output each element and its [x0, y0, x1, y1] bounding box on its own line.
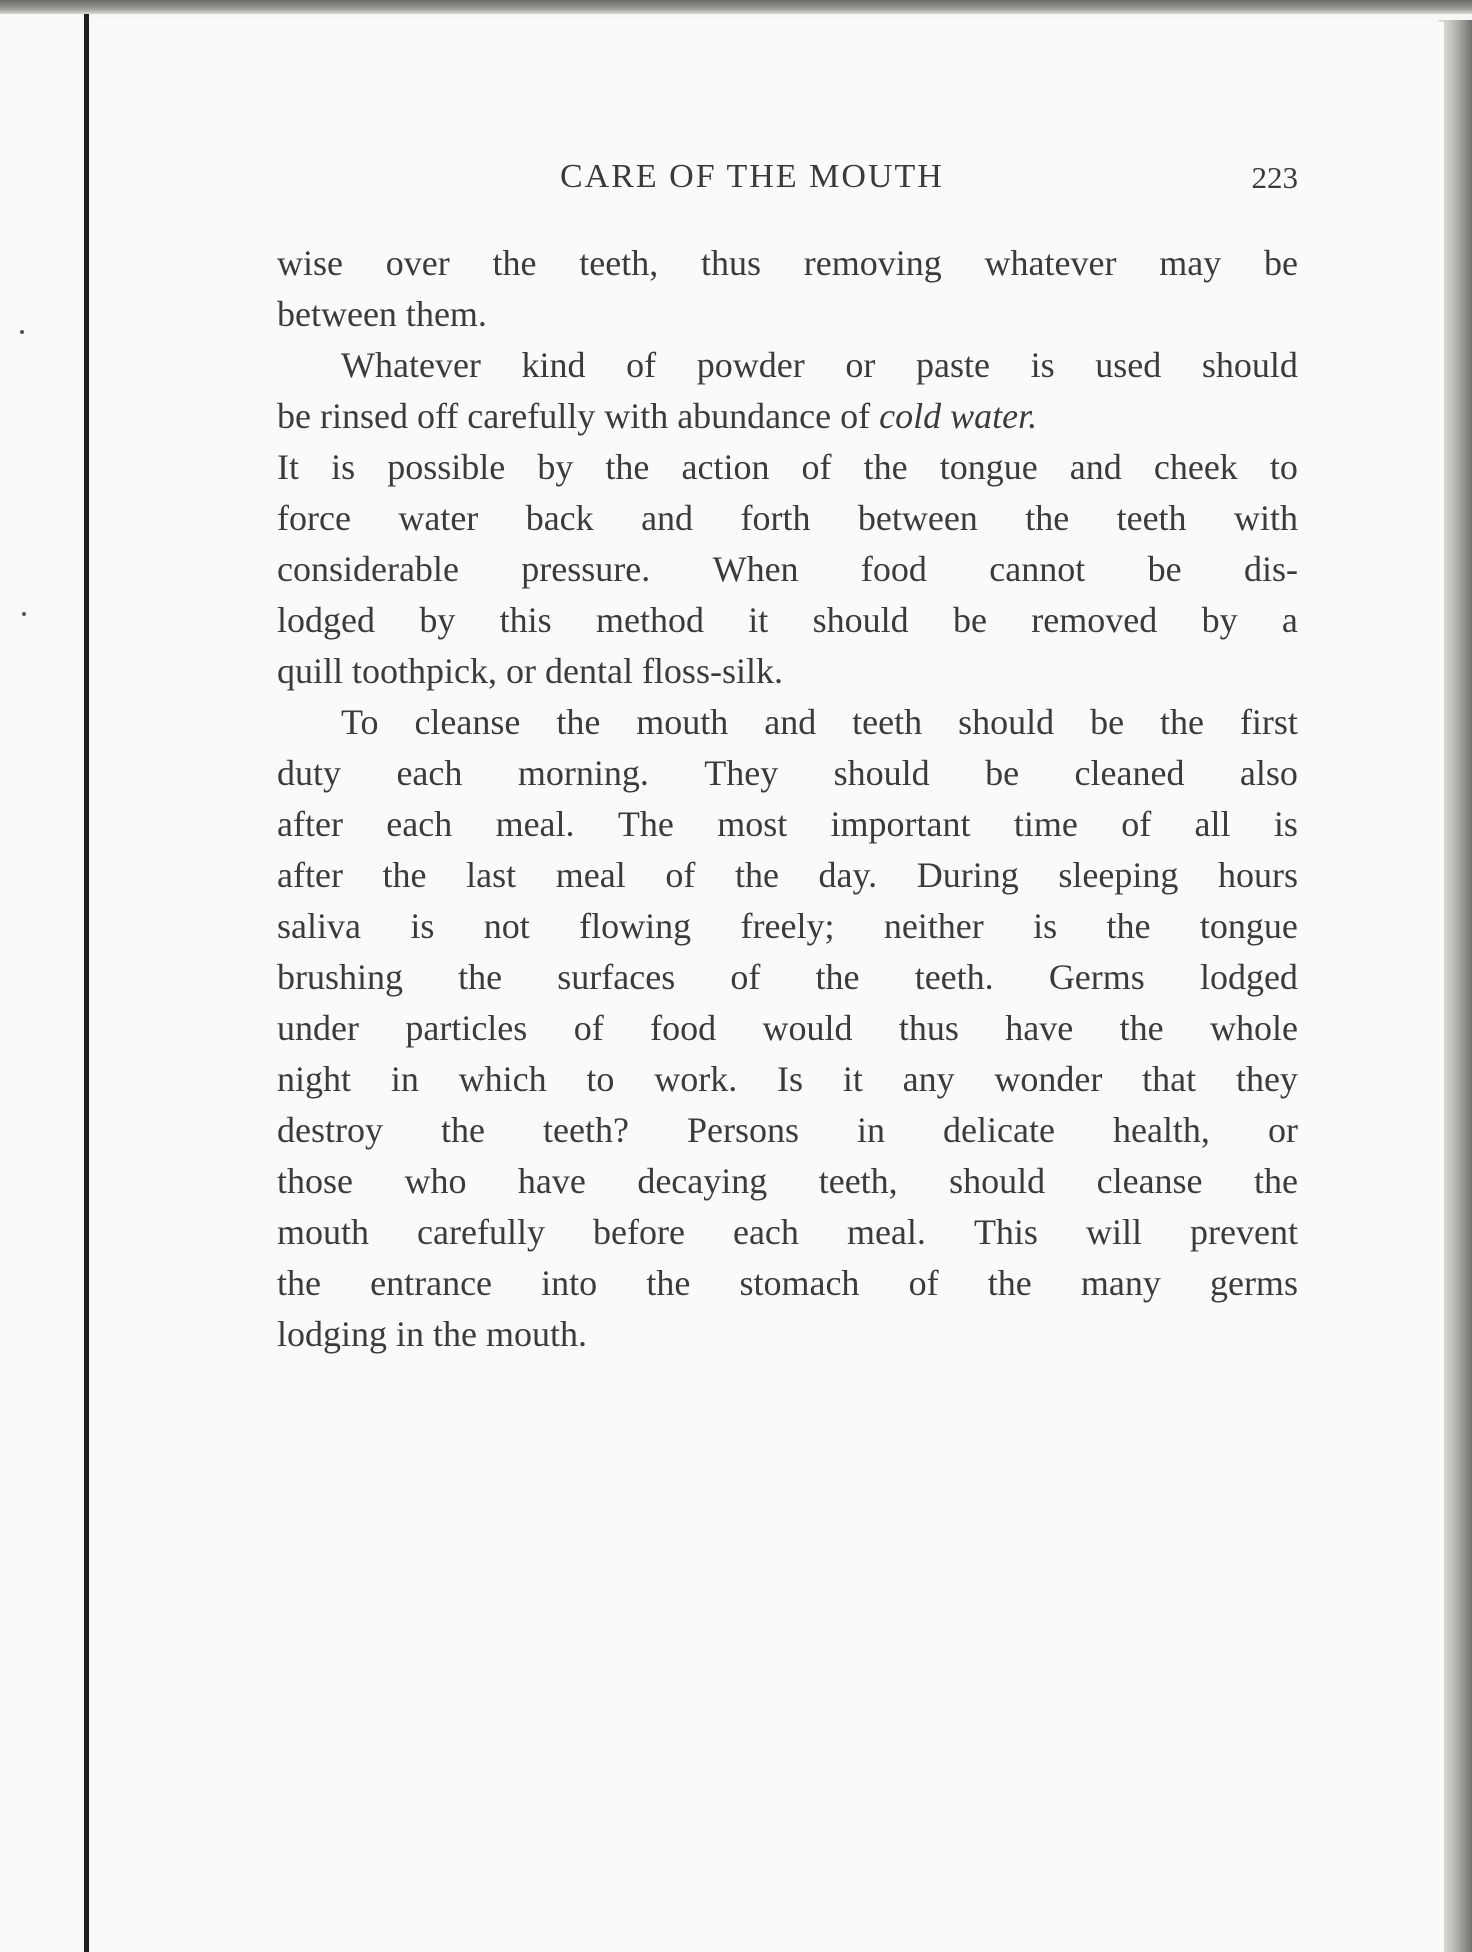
word: thus [898, 1008, 959, 1048]
word: any [902, 1059, 955, 1099]
word: possible [387, 447, 506, 487]
word: back [525, 498, 594, 538]
word: of [573, 1008, 604, 1048]
text-line: between them. [277, 294, 487, 334]
word: have [1005, 1008, 1074, 1048]
word: Persons [686, 1110, 799, 1150]
word: by [537, 447, 574, 487]
text-line [277, 391, 1298, 442]
word: hours [1217, 855, 1298, 895]
word: action [681, 447, 770, 487]
word: method [595, 600, 704, 640]
word: brushing [277, 957, 403, 997]
word: prevent [1190, 1212, 1298, 1252]
text-line [277, 1054, 1298, 1105]
word: teeth? [543, 1110, 629, 1150]
page-number: 223 [1251, 160, 1298, 195]
word: freely; [740, 906, 835, 946]
word: germs [1209, 1263, 1298, 1303]
word: of [626, 345, 657, 385]
word: should [949, 1161, 1046, 1201]
word: forth [740, 498, 811, 538]
word: meal. [495, 804, 575, 844]
left-speck [22, 612, 26, 616]
word: cleanse [1096, 1161, 1203, 1201]
word: cleaned [1074, 753, 1185, 793]
word: most [717, 804, 788, 844]
text-line [277, 442, 1298, 493]
text-line [277, 1156, 1298, 1207]
word: the [1160, 702, 1204, 742]
word: the [458, 957, 503, 997]
word: night [277, 1059, 352, 1099]
word: of [801, 447, 832, 487]
word: is [1033, 906, 1058, 946]
word: duty [277, 753, 342, 793]
text-line [277, 1258, 1298, 1309]
word: saliva [277, 906, 361, 946]
word: force [277, 498, 351, 538]
word: many [1080, 1263, 1161, 1303]
text-line: lodging in the mouth. [277, 1314, 587, 1354]
word: of [665, 855, 696, 895]
word: between [857, 498, 978, 538]
word: the [987, 1263, 1032, 1303]
word: would [762, 1008, 853, 1048]
word: Germs [1048, 957, 1145, 997]
paragraph-start-line [277, 697, 1298, 748]
word: the [492, 243, 537, 283]
word: into [541, 1263, 598, 1303]
word: This [973, 1212, 1038, 1252]
word: to [1269, 447, 1298, 487]
text-line [277, 544, 1298, 595]
word: who [404, 1161, 467, 1201]
word: with [1233, 498, 1298, 538]
word: time [1013, 804, 1078, 844]
word: that [1142, 1059, 1197, 1099]
word: used [1095, 345, 1162, 385]
word: thus [700, 243, 761, 283]
paragraph-start-line [277, 340, 1298, 391]
body-text [277, 238, 1298, 1360]
word: teeth. [914, 957, 994, 997]
word: work. [654, 1059, 738, 1099]
word: food [860, 549, 927, 589]
word: be [952, 600, 987, 640]
word: wonder [994, 1059, 1103, 1099]
word: whole [1210, 1008, 1298, 1048]
word: not [483, 906, 530, 946]
word: The [617, 804, 674, 844]
left-speck [20, 330, 24, 334]
text-line [277, 493, 1298, 544]
word: first [1239, 702, 1298, 742]
word: in [857, 1110, 886, 1150]
word: they [1235, 1059, 1298, 1099]
word: neither [883, 906, 984, 946]
word: those [277, 1161, 353, 1201]
word: or [1267, 1110, 1298, 1150]
word: morning. [517, 753, 649, 793]
word: particles [405, 1008, 528, 1048]
word: mouth [636, 702, 729, 742]
facing-page-strip [0, 14, 88, 1952]
word: is [1030, 345, 1055, 385]
word: will [1085, 1212, 1142, 1252]
word: stomach [739, 1263, 860, 1303]
word: a [1281, 600, 1298, 640]
word: to [586, 1059, 615, 1099]
word: decaying [637, 1161, 768, 1201]
word: cheek [1153, 447, 1238, 487]
word: Whatever [341, 345, 481, 385]
word: They [704, 753, 779, 793]
word: sleeping [1058, 855, 1179, 895]
word: mouth [277, 1212, 370, 1252]
word: teeth, [818, 1161, 898, 1201]
word: is [410, 906, 435, 946]
word: it [748, 600, 769, 640]
word: the [646, 1263, 691, 1303]
word: this [499, 600, 552, 640]
word: dis- [1243, 549, 1298, 589]
text-line: quill toothpick, or dental floss-silk. [277, 651, 783, 691]
word: the [441, 1110, 485, 1150]
word: of [1121, 804, 1152, 844]
word: and [764, 702, 817, 742]
word: is [1273, 804, 1298, 844]
word: whatever [984, 243, 1117, 283]
word: over [385, 243, 450, 283]
running-title: CARE OF THE MOUTH [560, 158, 944, 195]
word: water [398, 498, 479, 538]
word: each [732, 1212, 799, 1252]
text-line [277, 238, 1298, 289]
word: When [712, 549, 799, 589]
word: health, [1112, 1110, 1210, 1150]
word: teeth [1116, 498, 1187, 538]
word: delicate [943, 1110, 1055, 1150]
word: cannot [989, 549, 1086, 589]
word: teeth [852, 702, 923, 742]
word: tongue [1199, 906, 1298, 946]
word: lodged [277, 600, 375, 640]
word: the [1025, 498, 1070, 538]
word: the [815, 957, 860, 997]
word: the [382, 855, 427, 895]
word: which [458, 1059, 547, 1099]
word: the [556, 702, 601, 742]
word: by [1201, 600, 1238, 640]
italic-text: cold water. [879, 396, 1038, 436]
word: should [812, 600, 909, 640]
word: be [1263, 243, 1298, 283]
word: be [1090, 702, 1125, 742]
text-line [277, 595, 1298, 646]
word: the [863, 447, 908, 487]
word: should [958, 702, 1055, 742]
word: in [390, 1059, 419, 1099]
word: cleanse [414, 702, 521, 742]
word: each [396, 753, 463, 793]
text-line [277, 1003, 1298, 1054]
word: each [386, 804, 453, 844]
word: important [830, 804, 971, 844]
word: considerable [277, 549, 459, 589]
running-head [280, 158, 1298, 208]
text-line [277, 901, 1298, 952]
word: destroy [277, 1110, 383, 1150]
word: surfaces [557, 957, 676, 997]
text-span: be rinsed off carefully with abundance of [277, 396, 871, 436]
word: and [641, 498, 694, 538]
word: the [734, 855, 779, 895]
word: removed [1031, 600, 1158, 640]
word: carefully [417, 1212, 545, 1252]
word: the [605, 447, 650, 487]
word: or [845, 345, 876, 385]
word: To [341, 702, 379, 742]
word: It [277, 447, 299, 487]
word: the [1119, 1008, 1164, 1048]
word: wise [277, 243, 343, 283]
word: all [1194, 804, 1231, 844]
text-line [277, 952, 1298, 1003]
text-line [277, 1207, 1298, 1258]
word: the [1106, 906, 1151, 946]
word: it [842, 1059, 863, 1099]
text-line [277, 1105, 1298, 1156]
word: should [1201, 345, 1298, 385]
text-line [277, 850, 1298, 901]
word: pressure. [521, 549, 651, 589]
word: under [277, 1008, 359, 1048]
word: During [916, 855, 1019, 895]
word: and [1069, 447, 1122, 487]
word: entrance [370, 1263, 493, 1303]
word: kind [521, 345, 586, 385]
word: lodged [1199, 957, 1298, 997]
word: tongue [939, 447, 1038, 487]
word: meal [555, 855, 626, 895]
word: also [1239, 753, 1298, 793]
word: may [1159, 243, 1222, 283]
word: after [277, 804, 343, 844]
word: teeth, [579, 243, 659, 283]
word: meal. [846, 1212, 926, 1252]
word: flowing [579, 906, 692, 946]
word: be [985, 753, 1020, 793]
word: is [331, 447, 356, 487]
text-line [277, 799, 1298, 850]
word: before [593, 1212, 685, 1252]
word: the [1254, 1161, 1298, 1201]
text-line [277, 748, 1298, 799]
word: should [833, 753, 930, 793]
word: removing [803, 243, 942, 283]
word: powder [696, 345, 805, 385]
word: of [730, 957, 761, 997]
word: be [1147, 549, 1182, 589]
word: day. [818, 855, 878, 895]
word: by [419, 600, 456, 640]
word: the [277, 1263, 321, 1303]
word: food [650, 1008, 717, 1048]
word: after [277, 855, 343, 895]
page-top-edge [0, 0, 1472, 14]
word: last [466, 855, 517, 895]
word: of [908, 1263, 939, 1303]
word: paste [916, 345, 990, 385]
word: Is [777, 1059, 804, 1099]
word: have [517, 1161, 586, 1201]
